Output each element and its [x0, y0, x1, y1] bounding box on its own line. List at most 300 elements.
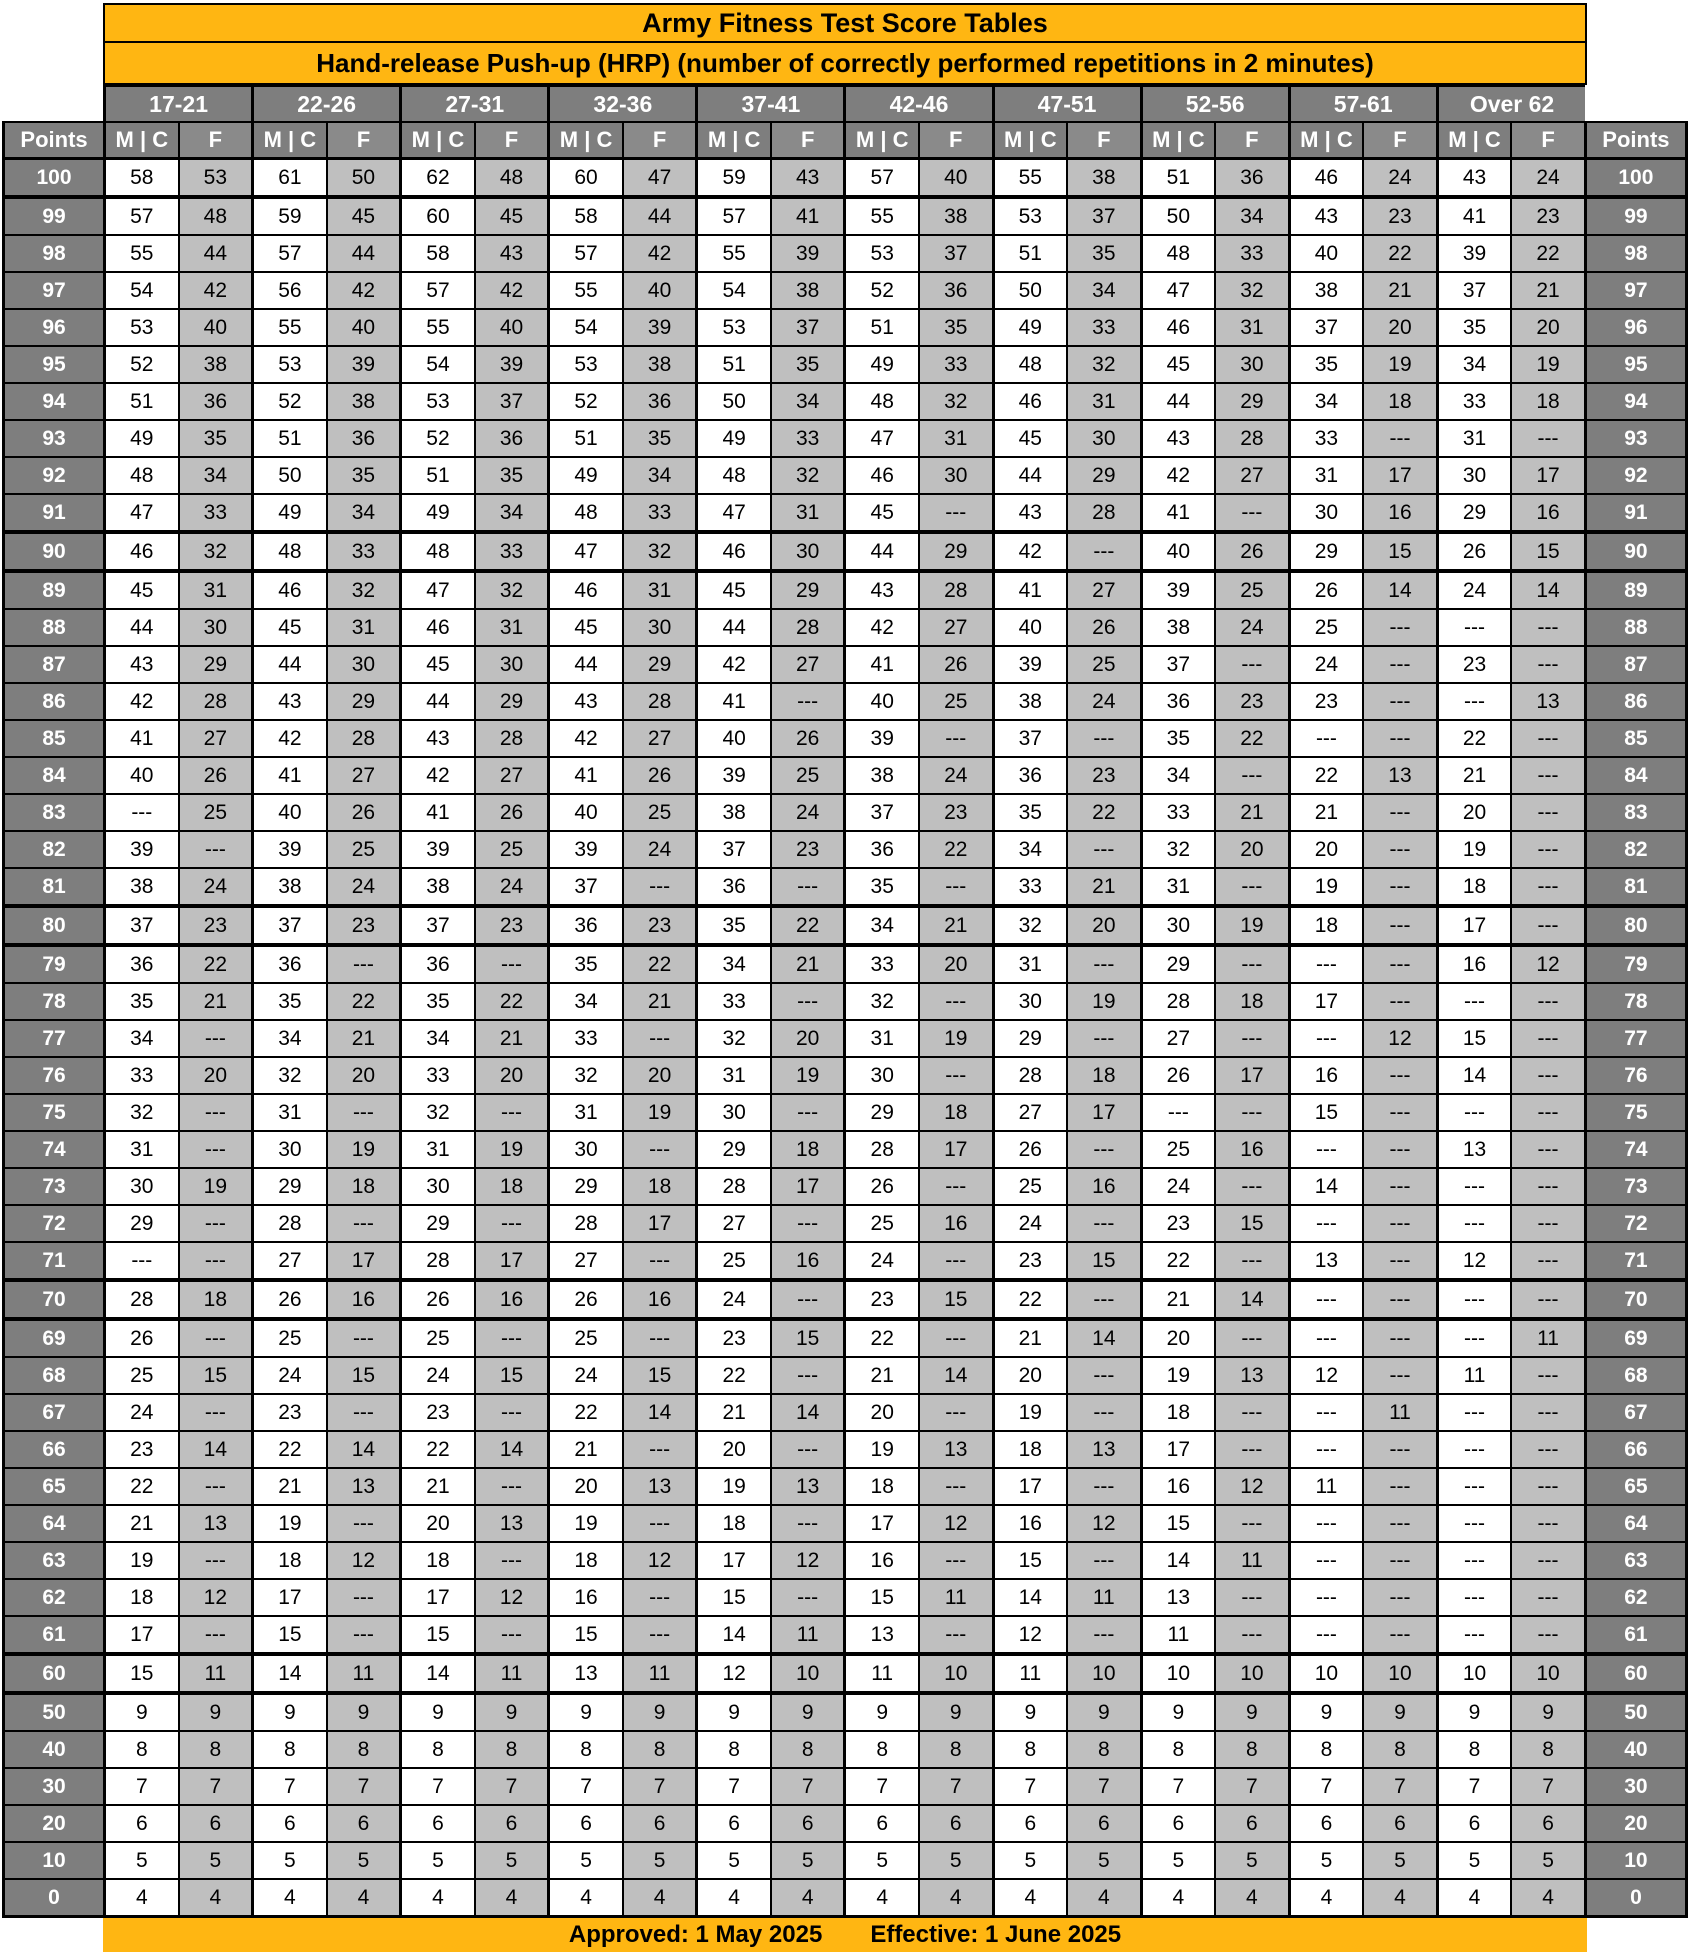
effective-date: Effective: 1 June 2025 [870, 1921, 1122, 1948]
score-cell-f: --- [179, 1020, 253, 1057]
score-cell-f: 35 [475, 457, 549, 494]
score-cell-m: 19 [1141, 1357, 1215, 1394]
score-cell-f: 22 [1511, 235, 1585, 272]
score-cell-f: 6 [1363, 1805, 1437, 1842]
score-cell-m: 44 [993, 457, 1067, 494]
score-cell-m: --- [1289, 720, 1363, 757]
score-cell-f: --- [327, 1394, 401, 1431]
score-cell-m: 22 [993, 1280, 1067, 1319]
score-cell-m: 48 [1141, 235, 1215, 272]
score-cell-f: 25 [1067, 646, 1141, 683]
score-cell-m: 20 [1437, 794, 1511, 831]
score-cell-m: 34 [105, 1020, 179, 1057]
score-cell-f: 16 [771, 1242, 845, 1280]
score-cell-m: --- [1141, 1094, 1215, 1131]
score-cell-f: 12 [919, 1505, 993, 1542]
score-cell-m: 35 [105, 983, 179, 1020]
score-cell-m: 22 [1437, 720, 1511, 757]
table-header [2, 3, 1688, 85]
footer-bar [103, 1918, 1587, 1952]
points-cell: 92 [1585, 457, 1686, 494]
points-cell: 70 [1585, 1280, 1686, 1319]
score-cell-m: --- [1437, 1094, 1511, 1131]
score-cell-f: 40 [179, 309, 253, 346]
score-cell-f: 19 [1067, 983, 1141, 1020]
score-cell-f: 33 [327, 532, 401, 571]
score-cell-f: 7 [919, 1768, 993, 1805]
score-cell-m: 34 [253, 1020, 327, 1057]
score-cell-f: --- [919, 983, 993, 1020]
score-cell-f: 30 [1215, 346, 1289, 383]
score-cell-f: --- [179, 1205, 253, 1242]
score-cell-f: 35 [327, 457, 401, 494]
score-cell-f: 38 [179, 346, 253, 383]
score-cell-m: 36 [401, 945, 475, 983]
points-cell: 91 [1585, 494, 1686, 532]
score-cell-m: 40 [105, 757, 179, 794]
score-cell-f: --- [919, 720, 993, 757]
score-cell-m: 39 [549, 831, 623, 868]
score-cell-m: 8 [845, 1731, 919, 1768]
score-cell-m: 40 [697, 720, 771, 757]
score-cell-f: 7 [771, 1768, 845, 1805]
score-cell-f: 5 [771, 1842, 845, 1879]
score-row [4, 346, 1687, 383]
points-cell: 80 [4, 906, 105, 945]
score-cell-m: 29 [1141, 945, 1215, 983]
score-cell-m: 40 [845, 683, 919, 720]
score-cell-m: 32 [993, 906, 1067, 945]
score-cell-f: 8 [1215, 1731, 1289, 1768]
score-cell-m: 51 [105, 383, 179, 420]
points-cell: 20 [1585, 1805, 1686, 1842]
score-cell-f: 24 [623, 831, 697, 868]
score-cell-m: 31 [1141, 868, 1215, 906]
score-cell-f: --- [327, 945, 401, 983]
score-cell-f: 48 [475, 159, 549, 198]
score-cell-m: 18 [401, 1542, 475, 1579]
points-cell: 66 [1585, 1431, 1686, 1468]
score-cell-m: 7 [253, 1768, 327, 1805]
score-row [4, 945, 1687, 983]
score-row [4, 532, 1687, 571]
points-cell: 75 [4, 1094, 105, 1131]
score-cell-f: --- [1363, 609, 1437, 646]
score-cell-f: --- [327, 1579, 401, 1616]
score-cell-m: 40 [253, 794, 327, 831]
age-group-row [4, 86, 1687, 122]
score-cell-m: --- [1437, 609, 1511, 646]
score-cell-f: 14 [919, 1357, 993, 1394]
score-cell-m: 26 [993, 1131, 1067, 1168]
points-cell: 71 [1585, 1242, 1686, 1280]
score-cell-m: 42 [253, 720, 327, 757]
female-column-header: F [623, 122, 697, 159]
score-cell-m: 21 [253, 1468, 327, 1505]
score-cell-m: 16 [993, 1505, 1067, 1542]
score-cell-f: 17 [475, 1242, 549, 1280]
points-cell: 78 [4, 983, 105, 1020]
score-cell-m: 5 [993, 1842, 1067, 1879]
score-cell-f: 31 [771, 494, 845, 532]
score-cell-m: 28 [253, 1205, 327, 1242]
score-cell-m: 22 [253, 1431, 327, 1468]
score-cell-m: 45 [253, 609, 327, 646]
score-cell-f: --- [1215, 1431, 1289, 1468]
score-cell-f: 39 [327, 346, 401, 383]
score-cell-m: 58 [105, 159, 179, 198]
score-cell-m: 40 [993, 609, 1067, 646]
points-cell: 68 [4, 1357, 105, 1394]
score-cell-f: 8 [623, 1731, 697, 1768]
score-cell-m: 22 [549, 1394, 623, 1431]
score-cell-f: 5 [327, 1842, 401, 1879]
score-cell-m: 52 [845, 272, 919, 309]
score-cell-m: 12 [1437, 1242, 1511, 1280]
score-cell-m: 21 [697, 1394, 771, 1431]
score-cell-f: 31 [919, 420, 993, 457]
score-cell-m: 26 [1437, 532, 1511, 571]
score-row [4, 757, 1687, 794]
score-cell-f: 27 [1067, 571, 1141, 609]
points-cell: 73 [4, 1168, 105, 1205]
score-cell-f: 9 [475, 1693, 549, 1731]
score-cell-f: --- [1511, 1431, 1585, 1468]
points-cell: 69 [1585, 1319, 1686, 1357]
score-cell-f: 12 [475, 1579, 549, 1616]
score-cell-m: 44 [549, 646, 623, 683]
score-cell-f: 17 [1363, 457, 1437, 494]
score-cell-m: 23 [697, 1319, 771, 1357]
score-cell-f: --- [1511, 1280, 1585, 1319]
score-cell-m: 55 [105, 235, 179, 272]
score-cell-m: 37 [1437, 272, 1511, 309]
score-cell-f: --- [1363, 720, 1437, 757]
score-cell-m: 8 [253, 1731, 327, 1768]
score-cell-f: --- [919, 1394, 993, 1431]
score-row [4, 383, 1687, 420]
score-cell-f: 14 [623, 1394, 697, 1431]
score-cell-f: 15 [1215, 1205, 1289, 1242]
score-cell-m: 24 [105, 1394, 179, 1431]
score-cell-f: 22 [623, 945, 697, 983]
score-row [4, 1394, 1687, 1431]
score-cell-m: 29 [401, 1205, 475, 1242]
score-cell-f: 31 [179, 571, 253, 609]
score-cell-m: 39 [401, 831, 475, 868]
score-cell-m: 57 [697, 197, 771, 235]
score-cell-f: 42 [475, 272, 549, 309]
score-row [4, 494, 1687, 532]
score-cell-m: 6 [1289, 1805, 1363, 1842]
score-cell-m: --- [1437, 1616, 1511, 1654]
score-cell-f: 29 [475, 683, 549, 720]
points-cell: 76 [4, 1057, 105, 1094]
score-cell-m: 5 [105, 1842, 179, 1879]
score-row [4, 831, 1687, 868]
score-cell-m: 58 [401, 235, 475, 272]
score-cell-m: 48 [105, 457, 179, 494]
score-cell-f: --- [623, 1131, 697, 1168]
score-cell-m: 8 [1289, 1731, 1363, 1768]
score-cell-m: 6 [549, 1805, 623, 1842]
score-cell-f: 32 [179, 532, 253, 571]
score-cell-m: 21 [845, 1357, 919, 1394]
score-cell-m: 18 [1141, 1394, 1215, 1431]
score-cell-f: --- [1067, 1131, 1141, 1168]
points-cell: 79 [4, 945, 105, 983]
score-cell-f: --- [1511, 1505, 1585, 1542]
score-cell-m: 39 [1437, 235, 1511, 272]
points-cell: 86 [1585, 683, 1686, 720]
score-cell-m: 11 [993, 1654, 1067, 1693]
score-cell-m: --- [1289, 1542, 1363, 1579]
points-cell: 93 [4, 420, 105, 457]
score-cell-m: 57 [549, 235, 623, 272]
score-cell-f: 5 [1511, 1842, 1585, 1879]
score-cell-m: 35 [401, 983, 475, 1020]
points-cell: 68 [1585, 1357, 1686, 1394]
score-cell-f: 53 [179, 159, 253, 198]
score-cell-f: 7 [1067, 1768, 1141, 1805]
score-cell-f: 13 [327, 1468, 401, 1505]
score-cell-m: 26 [253, 1280, 327, 1319]
table-footer [2, 1918, 1688, 1952]
score-cell-f: 24 [179, 868, 253, 906]
score-cell-m: 17 [1141, 1431, 1215, 1468]
score-cell-f: 23 [771, 831, 845, 868]
score-cell-m: 18 [1289, 906, 1363, 945]
score-cell-m: 22 [105, 1468, 179, 1505]
score-cell-m: 9 [105, 1693, 179, 1731]
score-cell-m: 24 [549, 1357, 623, 1394]
score-cell-m: 49 [253, 494, 327, 532]
score-cell-m: 35 [253, 983, 327, 1020]
score-cell-f: 7 [1363, 1768, 1437, 1805]
score-cell-f: --- [1511, 1468, 1585, 1505]
score-cell-m: 19 [549, 1505, 623, 1542]
score-cell-m: 25 [1141, 1131, 1215, 1168]
score-cell-f: 4 [327, 1879, 401, 1917]
score-cell-f: --- [1363, 1319, 1437, 1357]
score-cell-m: 42 [549, 720, 623, 757]
score-cell-m: --- [1437, 1319, 1511, 1357]
score-cell-f: --- [179, 1394, 253, 1431]
score-cell-f: 17 [919, 1131, 993, 1168]
score-cell-m: 34 [845, 906, 919, 945]
score-cell-m: 41 [253, 757, 327, 794]
score-cell-m: 43 [993, 494, 1067, 532]
score-cell-m: 50 [1141, 197, 1215, 235]
score-cell-m: --- [1289, 1020, 1363, 1057]
score-cell-f: 25 [1215, 571, 1289, 609]
score-cell-m: 33 [105, 1057, 179, 1094]
score-cell-m: 33 [993, 868, 1067, 906]
score-cell-m: 15 [697, 1579, 771, 1616]
score-cell-m: 8 [1437, 1731, 1511, 1768]
score-cell-m: 42 [697, 646, 771, 683]
score-cell-f: --- [1363, 646, 1437, 683]
score-cell-f: --- [623, 1242, 697, 1280]
score-cell-m: 19 [105, 1542, 179, 1579]
points-cell: 89 [4, 571, 105, 609]
score-cell-f: 34 [623, 457, 697, 494]
points-cell: 74 [4, 1131, 105, 1168]
points-cell: 67 [4, 1394, 105, 1431]
score-cell-m: 17 [105, 1616, 179, 1654]
score-cell-m: 41 [1141, 494, 1215, 532]
score-cell-f: 8 [919, 1731, 993, 1768]
score-cell-m: 25 [845, 1205, 919, 1242]
male-column-header: M | C [401, 122, 475, 159]
score-cell-m: 34 [993, 831, 1067, 868]
score-cell-m: 24 [1289, 646, 1363, 683]
score-cell-f: 21 [623, 983, 697, 1020]
score-cell-m: 24 [253, 1357, 327, 1394]
score-cell-m: 20 [845, 1394, 919, 1431]
score-cell-f: 31 [1215, 309, 1289, 346]
score-cell-m: 30 [993, 983, 1067, 1020]
score-cell-m: 42 [105, 683, 179, 720]
score-cell-f: 28 [623, 683, 697, 720]
score-cell-f: 10 [1363, 1654, 1437, 1693]
points-cell: 82 [4, 831, 105, 868]
age-group-header: 27-31 [401, 86, 549, 122]
points-cell: 75 [1585, 1094, 1686, 1131]
score-cell-m: 35 [1437, 309, 1511, 346]
score-cell-m: 48 [845, 383, 919, 420]
score-cell-m: 36 [253, 945, 327, 983]
score-cell-f: 38 [327, 383, 401, 420]
score-cell-m: 43 [1141, 420, 1215, 457]
score-cell-f: --- [475, 1542, 549, 1579]
points-cell: 78 [1585, 983, 1686, 1020]
score-cell-f: 9 [771, 1693, 845, 1731]
score-cell-m: 39 [1141, 571, 1215, 609]
score-row [4, 1693, 1687, 1731]
score-cell-f: 7 [1215, 1768, 1289, 1805]
score-cell-f: --- [1215, 1616, 1289, 1654]
score-cell-m: 32 [1141, 831, 1215, 868]
score-cell-m: 38 [993, 683, 1067, 720]
score-cell-f: 8 [179, 1731, 253, 1768]
score-row [4, 1319, 1687, 1357]
points-cell: 69 [4, 1319, 105, 1357]
score-cell-f: 32 [1215, 272, 1289, 309]
score-cell-f: 35 [179, 420, 253, 457]
top-left-spacer [2, 3, 103, 85]
score-cell-m: 8 [697, 1731, 771, 1768]
score-cell-f: 16 [919, 1205, 993, 1242]
score-cell-m: 15 [993, 1542, 1067, 1579]
score-cell-m: 29 [1437, 494, 1511, 532]
score-cell-m: --- [1289, 1280, 1363, 1319]
points-cell: 30 [1585, 1768, 1686, 1805]
score-cell-m: 21 [1289, 794, 1363, 831]
score-cell-m: 30 [1437, 457, 1511, 494]
score-cell-f: 26 [1215, 532, 1289, 571]
score-cell-f: 14 [1363, 571, 1437, 609]
score-cell-f: 19 [475, 1131, 549, 1168]
score-cell-f: 19 [1215, 906, 1289, 945]
score-cell-f: 13 [179, 1505, 253, 1542]
score-cell-f: 30 [475, 646, 549, 683]
score-cell-f: 23 [1215, 683, 1289, 720]
score-cell-m: 51 [697, 346, 771, 383]
score-cell-f: 7 [1511, 1768, 1585, 1805]
score-cell-f: 12 [623, 1542, 697, 1579]
score-cell-f: --- [1363, 831, 1437, 868]
points-cell: 65 [4, 1468, 105, 1505]
points-cell: 66 [4, 1431, 105, 1468]
score-cell-f: --- [771, 1505, 845, 1542]
female-column-header: F [1067, 122, 1141, 159]
score-cell-m: 13 [1141, 1579, 1215, 1616]
score-cell-m: 28 [845, 1131, 919, 1168]
score-cell-m: 50 [253, 457, 327, 494]
score-cell-m: 41 [993, 571, 1067, 609]
score-cell-f: 24 [1067, 683, 1141, 720]
score-cell-m: 34 [549, 983, 623, 1020]
score-cell-f: 34 [179, 457, 253, 494]
age-group-header: 42-46 [845, 86, 993, 122]
score-cell-f: --- [1363, 683, 1437, 720]
score-cell-f: 17 [1215, 1057, 1289, 1094]
score-cell-f: 19 [919, 1020, 993, 1057]
score-cell-m: 5 [401, 1842, 475, 1879]
score-cell-f: --- [1363, 1505, 1437, 1542]
score-cell-m: 7 [105, 1768, 179, 1805]
score-cell-f: 17 [327, 1242, 401, 1280]
score-cell-m: 13 [845, 1616, 919, 1654]
score-cell-m: 23 [993, 1242, 1067, 1280]
score-cell-m: --- [1289, 1394, 1363, 1431]
hrp-score-table [2, 85, 1688, 1918]
score-cell-m: 40 [1141, 532, 1215, 571]
score-cell-m: 47 [401, 571, 475, 609]
score-cell-f: 29 [327, 683, 401, 720]
points-cell: 96 [4, 309, 105, 346]
score-cell-f: 34 [1215, 197, 1289, 235]
score-cell-m: 17 [253, 1579, 327, 1616]
score-cell-f: 6 [771, 1805, 845, 1842]
score-cell-f: 16 [1363, 494, 1437, 532]
score-cell-f: 38 [771, 272, 845, 309]
score-cell-f: 10 [1067, 1654, 1141, 1693]
score-cell-m: 49 [697, 420, 771, 457]
score-cell-m: 4 [1437, 1879, 1511, 1917]
score-cell-f: --- [919, 1319, 993, 1357]
score-cell-m: 23 [845, 1280, 919, 1319]
points-cell: 74 [1585, 1131, 1686, 1168]
points-cell: 90 [1585, 532, 1686, 571]
points-cell: 40 [1585, 1731, 1686, 1768]
score-cell-m: 36 [105, 945, 179, 983]
score-cell-f: --- [1511, 1020, 1585, 1057]
score-cell-f: --- [919, 1616, 993, 1654]
score-cell-f: --- [1215, 1168, 1289, 1205]
score-cell-m: 27 [697, 1205, 771, 1242]
score-cell-m: 34 [1437, 346, 1511, 383]
score-cell-m: 52 [105, 346, 179, 383]
score-cell-m: 33 [845, 945, 919, 983]
score-cell-f: 25 [771, 757, 845, 794]
score-cell-f: 5 [475, 1842, 549, 1879]
score-cell-m: 37 [105, 906, 179, 945]
score-cell-f: 25 [623, 794, 697, 831]
score-cell-f: 21 [1067, 868, 1141, 906]
score-cell-m: 33 [1289, 420, 1363, 457]
